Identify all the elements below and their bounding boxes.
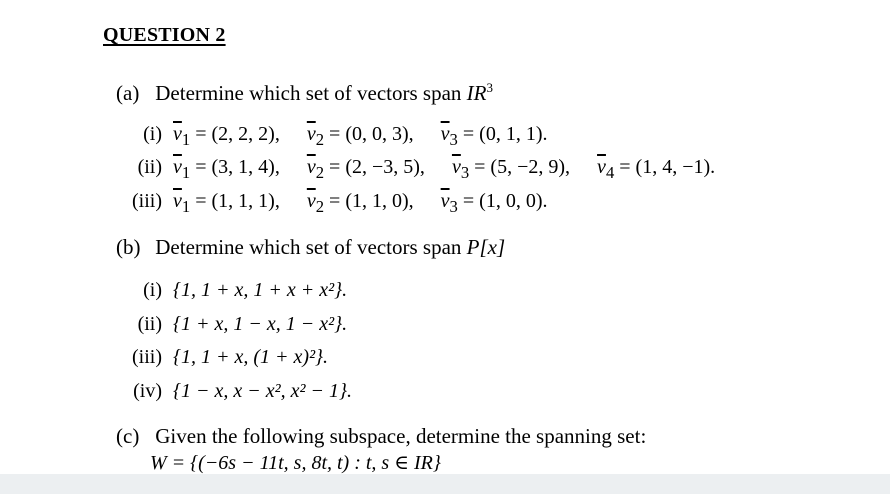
vector-value: = (5, −2, 9), <box>474 156 571 178</box>
vector-name: $\overline{v}$ <box>440 123 450 145</box>
vector-sub: 2 <box>315 197 325 216</box>
item-label: (i) <box>143 123 162 145</box>
vector-name: $\overline{v}$ <box>597 156 606 178</box>
part-a-prompt: Determine which set of vectors span <box>155 81 462 105</box>
part-a-space-exponent: 3 <box>486 80 493 95</box>
vector-sub: 3 <box>449 197 458 216</box>
vector-name: $\overline{v}$ <box>306 123 316 145</box>
part-c-heading <box>116 424 646 449</box>
vector-sub: 2 <box>315 163 325 182</box>
vector-sub: 3 <box>449 130 458 149</box>
vector-sub: 4 <box>605 163 615 182</box>
item-label: (iii) <box>132 190 162 212</box>
vector-name: $\overline{v}$ <box>173 156 182 178</box>
part-a-item-i <box>122 123 547 150</box>
polynomial-set: {1, 1 + x, 1 + x + x²}. <box>173 279 348 301</box>
part-a-item-ii <box>122 156 715 183</box>
bottom-scroll-strip <box>0 474 890 494</box>
vector-name: $\overline{v}$ <box>306 190 316 212</box>
vector-value: = (2, −3, 5), <box>329 156 425 178</box>
vector-value: = (1, 4, −1). <box>619 156 716 178</box>
vector-sub: 2 <box>315 130 325 149</box>
part-b-heading <box>116 235 505 260</box>
vector-value: = (3, 1, 4), <box>195 156 280 178</box>
vector-value: = (1, 1, 1), <box>195 190 280 212</box>
item-label: (iii) <box>132 346 162 368</box>
item-label: (i) <box>143 279 162 301</box>
vector-value: = (1, 0, 0). <box>462 190 548 212</box>
vector-sub: 1 <box>181 197 191 216</box>
vector-sub: 3 <box>460 163 470 182</box>
vector-name: $\overline{v}$ <box>306 156 316 178</box>
polynomial-set: {1 − x, x − x², x² − 1}. <box>173 380 352 402</box>
vector-value: = (0, 1, 1). <box>462 123 548 145</box>
subspace-definition: W = {(−6s − 11t, s, 8t, t) : t, s ∈ IR} <box>150 452 441 474</box>
polynomial-set: {1 + x, 1 − x, 1 − x²}. <box>173 313 348 335</box>
vector-sub: 1 <box>181 130 191 149</box>
vector-name: $\overline{v}$ <box>440 190 450 212</box>
vector-name: $\overline{v}$ <box>173 190 182 212</box>
part-b-label: (b) <box>116 235 141 259</box>
part-a-heading <box>116 80 493 106</box>
polynomial-set: {1, 1 + x, (1 + x)²}. <box>173 346 329 368</box>
vector-name: $\overline{v}$ <box>173 123 182 145</box>
vector-name: $\overline{v}$ <box>451 156 461 178</box>
part-b-item-ii <box>122 313 347 336</box>
part-a-space: IR <box>466 81 487 105</box>
question-title: QUESTION 2 <box>103 24 226 46</box>
part-c-prompt: Given the following subspace, determine the spanning set: <box>155 424 647 448</box>
item-label: (ii) <box>137 313 162 335</box>
vector-value: = (1, 1, 0), <box>329 190 414 212</box>
vector-value: = (2, 2, 2), <box>195 123 280 145</box>
part-b-item-i <box>122 279 347 302</box>
part-b-item-iv <box>122 380 352 403</box>
item-label: (iv) <box>133 380 162 402</box>
part-a-label: (a) <box>116 81 140 105</box>
part-c-label: (c) <box>116 424 140 448</box>
vector-value: = (0, 0, 3), <box>329 123 414 145</box>
part-b-space: P[x] <box>466 235 506 259</box>
part-b-item-iii <box>122 346 328 369</box>
item-label: (ii) <box>137 156 162 178</box>
part-b-prompt: Determine which set of vectors span <box>155 235 462 259</box>
part-a-item-iii <box>122 190 547 217</box>
vector-sub: 1 <box>181 163 191 182</box>
